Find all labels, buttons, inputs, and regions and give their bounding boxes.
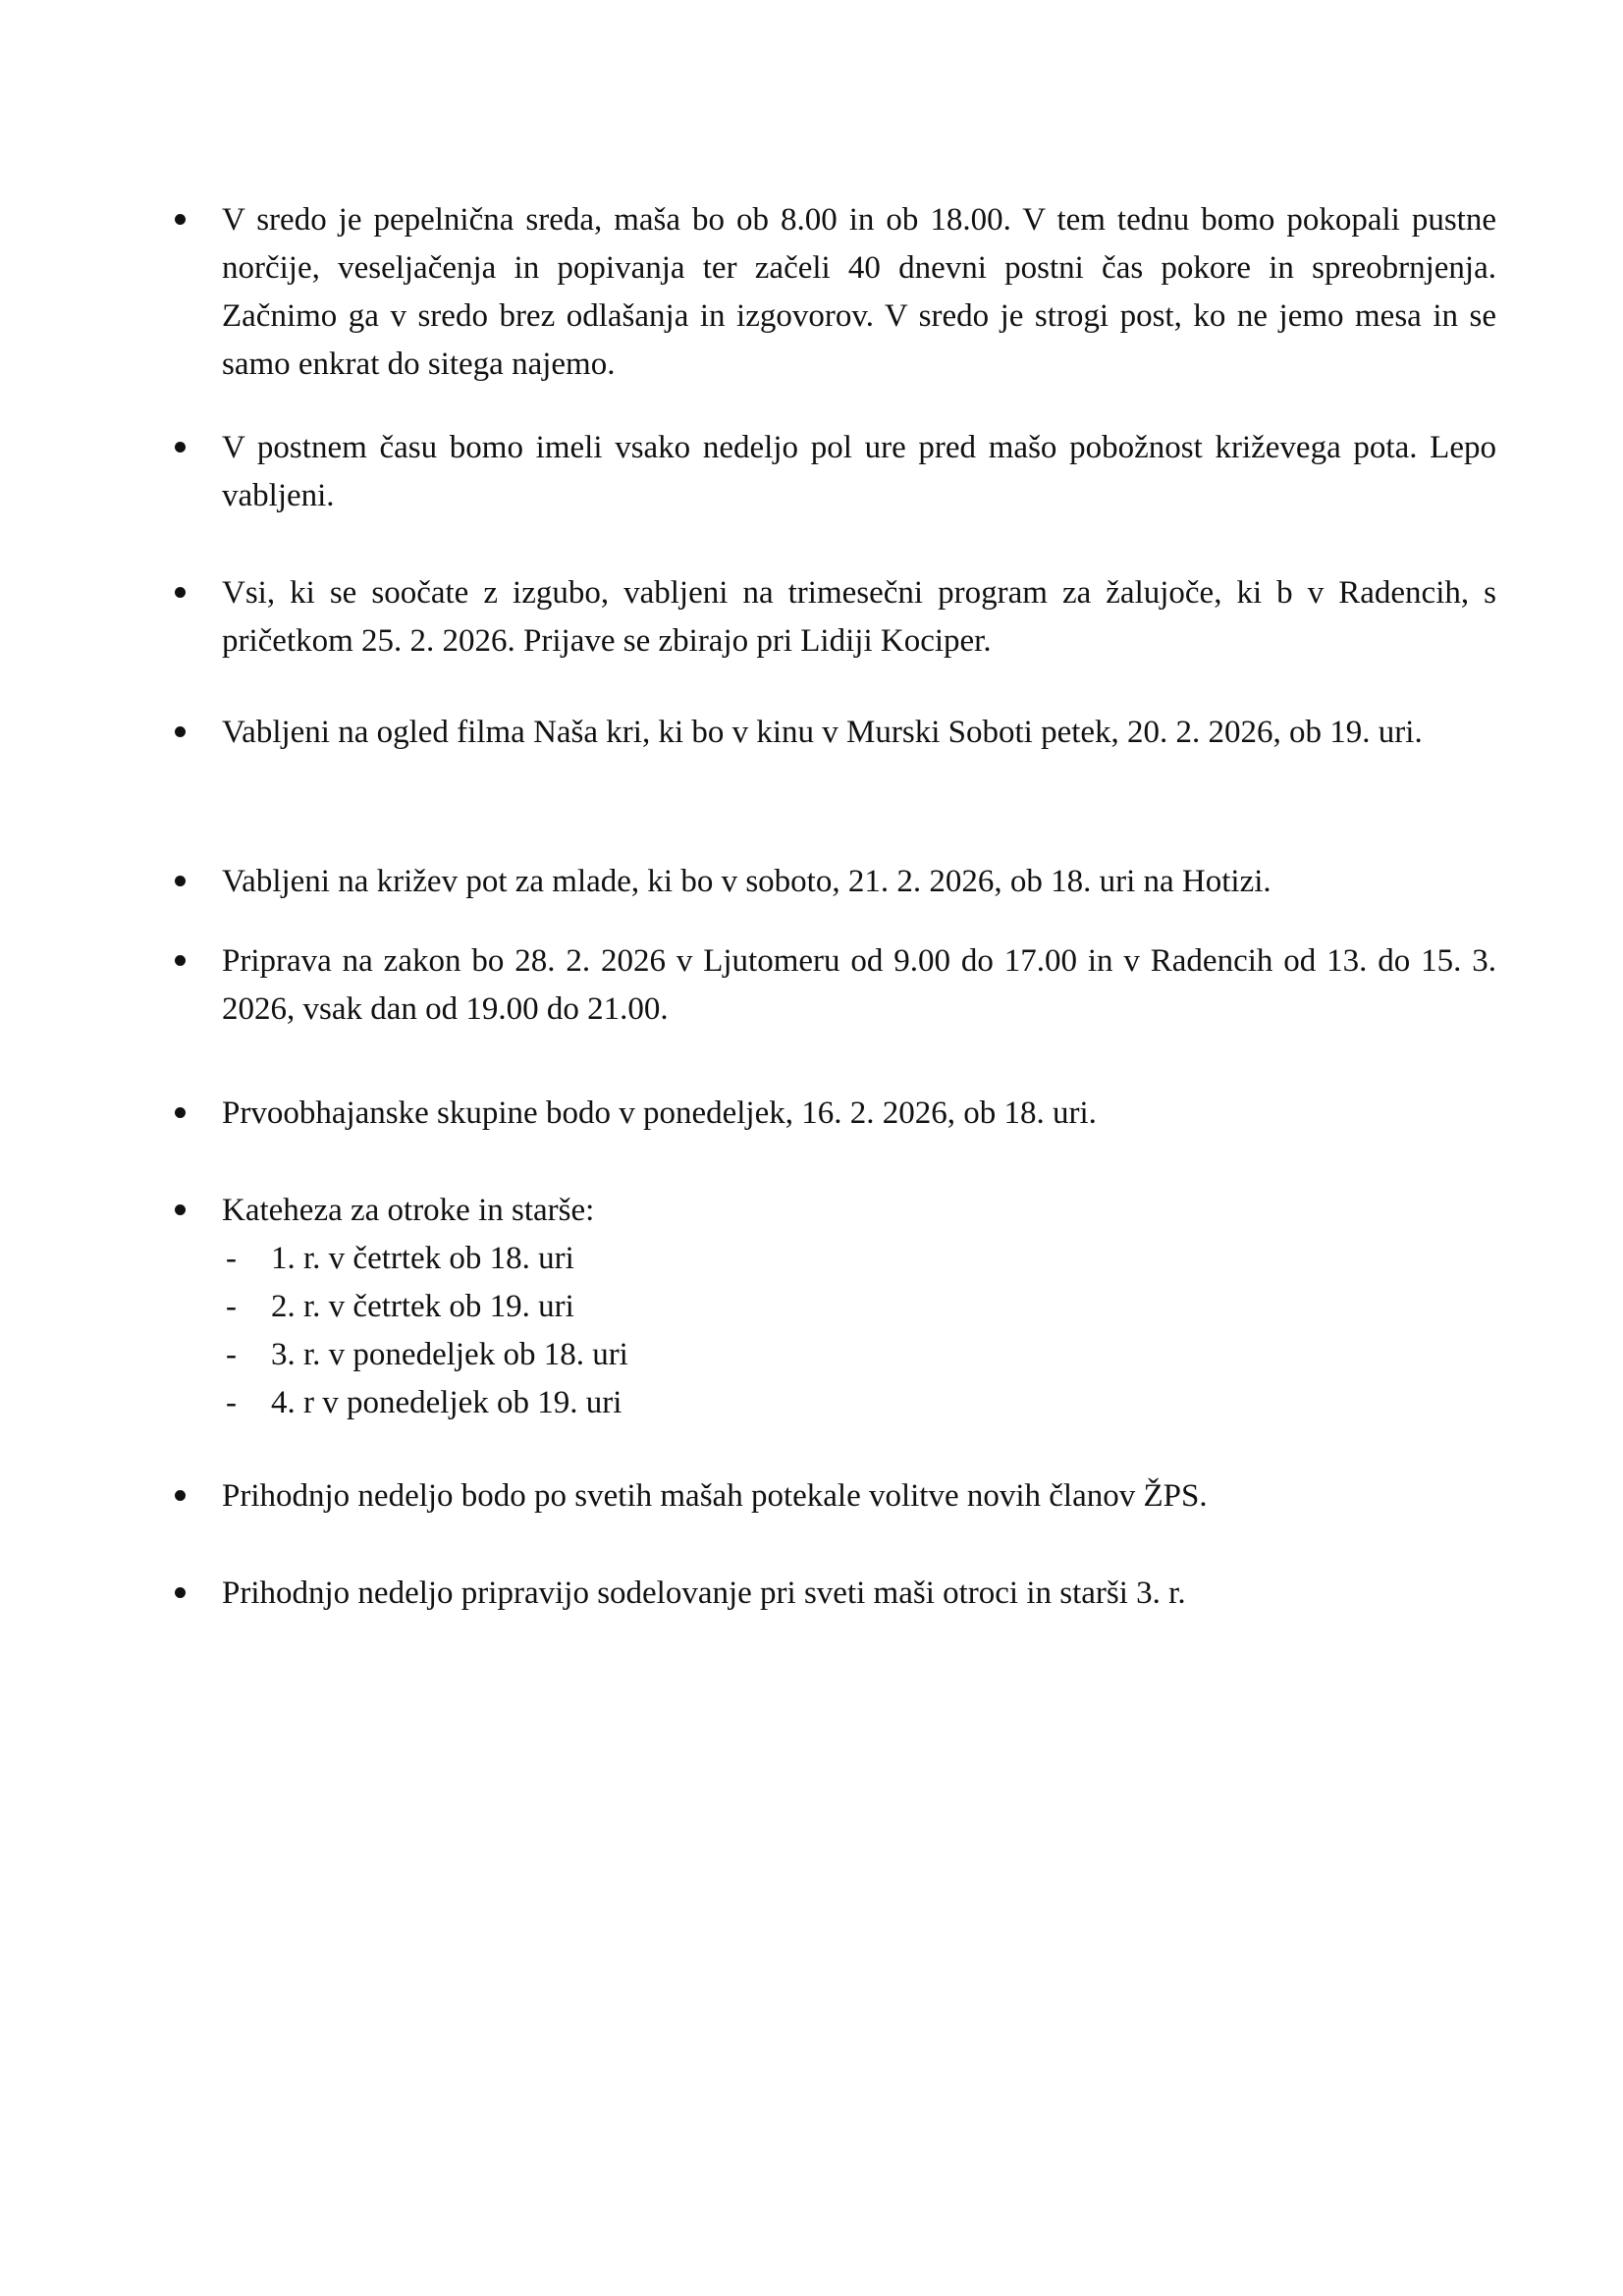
catechesis-subitem [222,1283,1496,1331]
bullet-icon [175,1490,186,1501]
catechesis-subitem [222,1379,1496,1427]
dash-icon: - [226,1385,237,1420]
announcement-text: Prihodnjo nedeljo pripravijo sodelovanje pri sveti maši otroci in starši 3. r. [222,1575,1186,1611]
bullet-icon [175,587,186,598]
announcement-text: Vabljeni na ogled filma Naša kri, ki bo v kinu v Murski Soboti petek, 20. 2. 2026, ob 19. uri. [222,715,1423,750]
announcement-item [222,569,1496,666]
bullet-icon [175,726,186,737]
catechesis-subitem [222,1331,1496,1379]
announcement-text: V postnem času bomo imeli vsako nedeljo pol ure pred mašo pobožnost križevega pota. Lepo vabljeni. [222,430,1496,513]
subitem-text: 1. r. v četrtek ob 18. uri [271,1241,574,1276]
announcement-item [222,1472,1496,1521]
announcement-item [222,709,1496,757]
announcement-item [222,196,1496,389]
bullet-icon [175,1107,186,1118]
dash-icon: - [226,1289,237,1324]
announcement-item [222,424,1496,520]
announcement-item [222,858,1496,906]
subitem-text: 2. r. v četrtek ob 19. uri [271,1289,574,1324]
bullet-icon [175,442,186,453]
dash-icon: - [226,1241,237,1276]
announcement-text: V sredo je pepelnična sreda, maša bo ob 8.00 in ob 18.00. V tem tednu bomo pokopali pustne norčije, veseljačenja in popivanja ter začeli 40 dnevni postni čas pokore in spreobrnjenja. Začnimo ga v sredo brez odlašanja in izgovorov. V sredo je strogi post, ko ne jemo mesa in se samo enkrat do sitega najemo. [222,202,1496,382]
announcement-item [222,937,1496,1034]
subitem-text: 3. r. v ponedeljek ob 18. uri [271,1337,628,1372]
bullet-icon [175,955,186,966]
announcement-text: Vsi, ki se soočate z izgubo, vabljeni na trimesečni program za žalujoče, ki b v Radencih, s pričetkom 25. 2. 2026. Prijave se zbirajo pri Lidiji Kociper. [222,575,1496,659]
bullet-icon [175,214,186,225]
announcement-text: Prihodnjo nedeljo bodo po svetih mašah potekale volitve novih članov ŽPS. [222,1478,1208,1514]
catechesis-subitem [222,1235,1496,1283]
announcement-text: Vabljeni na križev pot za mlade, ki bo v soboto, 21. 2. 2026, ob 18. uri na Hotizi. [222,864,1271,899]
bullet-icon [175,1204,186,1215]
announcement-item [222,1090,1496,1138]
bullet-icon [175,1587,186,1598]
subitem-text: 4. r v ponedeljek ob 19. uri [271,1385,622,1420]
dash-icon: - [226,1337,237,1372]
announcement-item [222,1570,1496,1618]
bullet-icon [175,876,186,886]
announcement-text: Priprava na zakon bo 28. 2. 2026 v Ljutomeru od 9.00 do 17.00 in v Radencih od 13. do 15. 3. 2026, vsak dan od 19.00 do 21.00. [222,943,1496,1027]
catechesis-item [222,1187,1496,1427]
announcement-text: Prvoobhajanske skupine bodo v ponedeljek, 16. 2. 2026, ob 18. uri. [222,1095,1097,1131]
announcement-text: Kateheza za otroke in starše: [222,1193,595,1228]
